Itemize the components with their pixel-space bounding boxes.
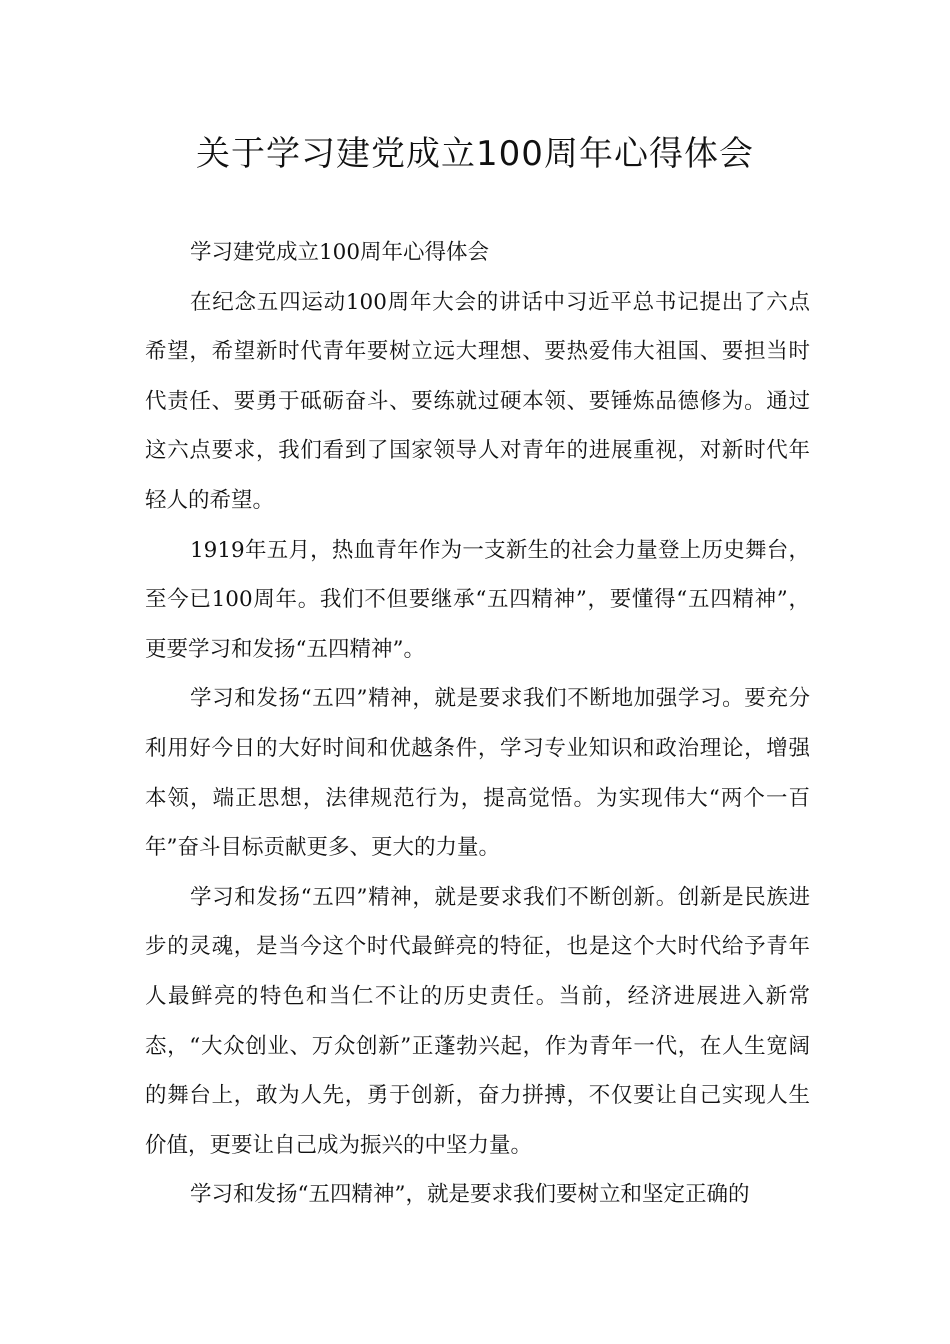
document-subtitle: 学习建党成立100周年心得体会 — [190, 240, 490, 265]
document-body — [145, 228, 810, 1220]
paragraph-5: 学习和发扬“五四精神”，就是要求我们要树立和坚定正确的 — [190, 1182, 750, 1208]
paragraph-4: 学习和发扬“五四”精神，就是要求我们不断创新。创新是民族进步的灵魂，是当今这个时代最鲜亮的特征，也是这个大时代给予青年人最鲜亮的特色和当仁不让的历史责任。当前，经济进展进入新常态，“大众创业、万众创新”正蓬勃兴起，作为青年一代，在人生宽阔的舞台上，敢为人先，勇于创新，奋力拼搏，不仅要让自己实现人生价值，更要让自己成为振兴的中坚力量。 — [145, 884, 810, 1158]
paragraph-3: 学习和发扬“五四”精神，就是要求我们不断地加强学习。要充分利用好今日的大好时间和优越条件，学习专业知识和政治理论，增强本领，端正思想，法律规范行为，提高觉悟。为实现伟大“两个一百年”奋斗目标贡献更多、更大的力量。 — [145, 686, 810, 861]
paragraph-1: 在纪念五四运动100周年大会的讲话中习近平总书记提出了六点希望，希望新时代青年要树立远大理想、要热爱伟大祖国、要担当时代责任、要勇于砥砺奋斗、要练就过硬本领、要锤炼品德修为。通过这六点要求，我们看到了国家领导人对青年的进展重视，对新时代年轻人的希望。 — [145, 289, 810, 513]
paragraph-2: 1919年五月，热血青年作为一支新生的社会力量登上历史舞台，至今已100周年。我们不但要继承“五四精神”，要懂得“五四精神”，更要学习和发扬“五四精神”。 — [145, 537, 810, 662]
document-title: 关于学习建党成立100周年心得体会 — [196, 134, 754, 174]
